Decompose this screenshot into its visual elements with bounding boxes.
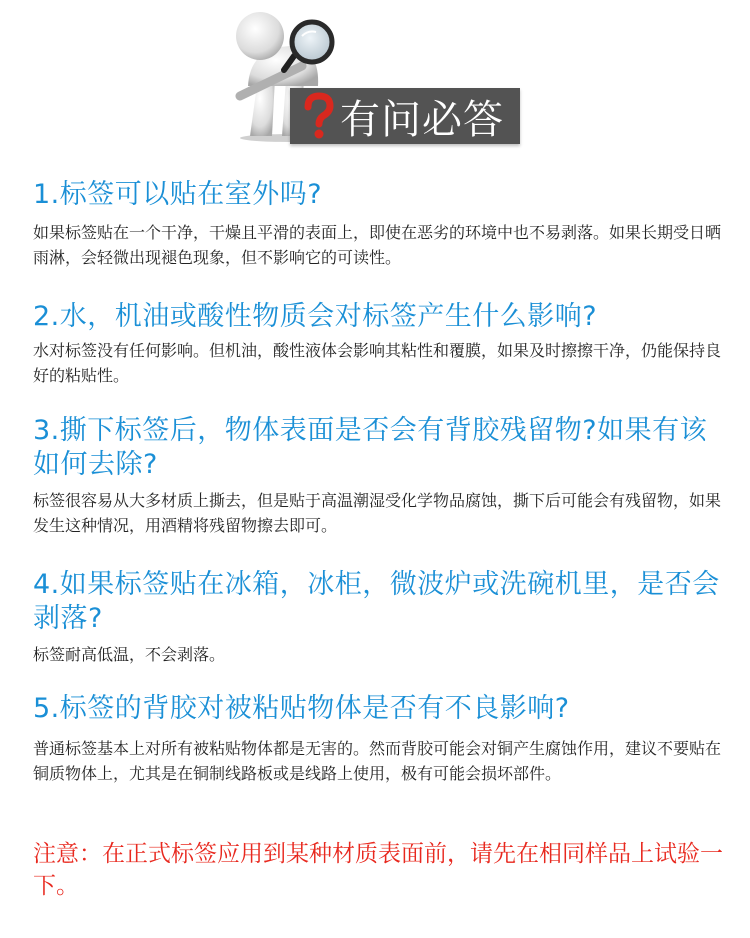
faq-question: 2.水，机油或酸性物质会对标签产生什么影响? <box>33 301 598 332</box>
page-title: 有问必答 <box>340 96 504 143</box>
faq-question: 4.如果标签贴在冰箱，冰柜，微波炉或洗碗机里，是否会剥落? <box>33 569 720 634</box>
faq-answer: 标签耐高低温，不会剥落。 <box>33 645 226 664</box>
faq-answer: 标签很容易从大多材质上撕去，但是贴于高温潮湿受化学物品腐蚀，撕下后可能会有残留物，如果发生这种情况，用酒精将残留物擦去即可。 <box>33 491 722 535</box>
faq-question: 3.撕下标签后，物体表面是否会有背胶残留物?如果有该如何去除? <box>33 415 708 480</box>
question-mark-icon <box>300 92 336 140</box>
faq-question: 5.标签的背胶对被粘贴物体是否有不良影响? <box>33 693 570 724</box>
faq-answer: 普通标签基本上对所有被粘贴物体都是无害的。然而背胶可能会对铜产生腐蚀作用，建议不要贴在铜质物体上，尤其是在铜制线路板或是线路上使用，极有可能会损坏部件。 <box>33 739 722 783</box>
faq-item-1 <box>33 178 723 270</box>
faq-answer: 如果标签贴在一个干净，干燥且平滑的表面上，即使在恶劣的环境中也不易剥落。如果长期受日晒雨淋，会轻微出现褪色现象，但不影响它的可读性。 <box>33 223 722 267</box>
faq-item-4 <box>33 568 723 667</box>
faq-question: 1.标签可以贴在室外吗? <box>33 179 323 210</box>
faq-item-5 <box>33 692 723 786</box>
faq-answer: 水对标签没有任何影响。但机油，酸性液体会影响其粘性和覆膜，如果及时擦擦干净，仍能保持良好的粘贴性。 <box>33 341 722 385</box>
title-banner <box>290 88 520 144</box>
header-hero <box>210 8 530 148</box>
faq-item-3 <box>33 414 723 538</box>
faq-item-2 <box>33 300 723 388</box>
notice-text: 注意：在正式标签应用到某种材质表面前，请先在相同样品上试验一下。 <box>33 841 723 899</box>
